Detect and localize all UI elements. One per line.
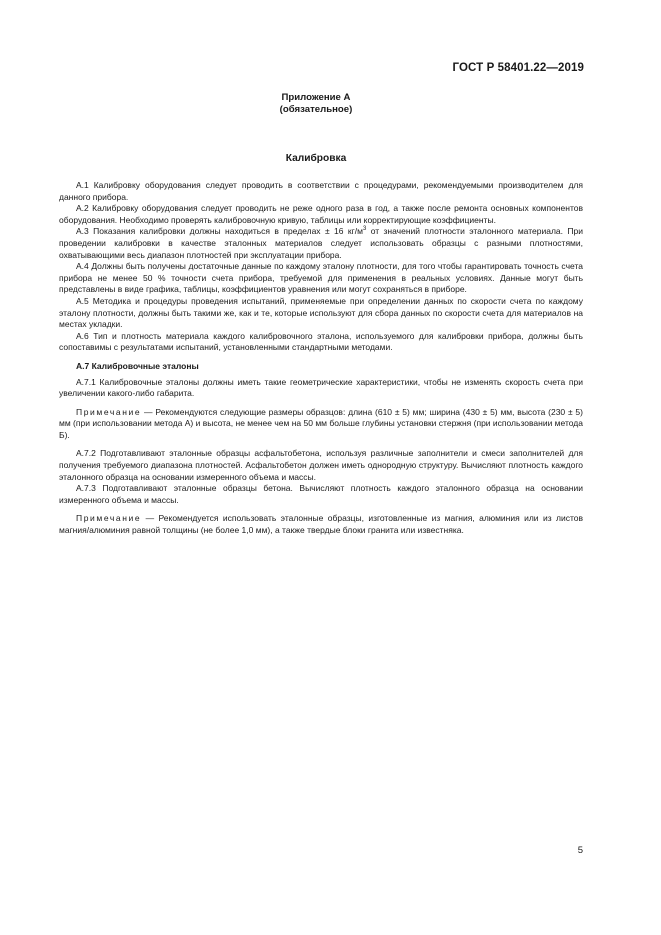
paragraph-a5: А.5 Методика и процедуры проведения испытаний, применяемые при определении данных по скорости счета по каждому эталону плотности, должны быть такими же, как и те, которые используют для сбора данных по скорости счета для материалов на местах укладки. xyxy=(59,295,583,330)
paragraph-a3-start: А.3 Показания калибровки должны находиться в пределах ± 16 кг/м xyxy=(76,226,363,237)
cubic-superscript: 3 xyxy=(362,226,367,233)
note-1 xyxy=(59,407,583,442)
document-code: ГОСТ Р 58401.22—2019 xyxy=(452,62,584,74)
paragraph-a3 xyxy=(59,226,583,261)
paragraph-a73: А.7.3 Подготавливают эталонные образцы бетона. Вычисляют плотность каждого эталонного образца на основании измеренного объема и массы. xyxy=(59,483,583,505)
paragraph-a3-end: от значений плотности эталонного материала. При проведении калибровки в качестве эталонных материалов следует использовать образцы с разными плотностями, охватывающими весь диапазон плотностей при эксплуатации прибора. xyxy=(59,226,583,260)
section-title: Калибровка xyxy=(285,153,347,164)
note-2-label: Примечание xyxy=(76,513,142,524)
appendix-title: Приложение А xyxy=(281,92,351,103)
note-1-text: — Рекомендуются следующие размеры образцов: длина (610 ± 5) мм; ширина (430 ± 5) мм, высота (230 ± 5) мм (при использовании метода А) и высота, не менее чем на 50 мм больше глубины установки стержня (при использовании метода Б). xyxy=(59,406,583,440)
paragraph-a71: А.7.1 Калибровочные эталоны должны иметь такие геометрические характеристики, чтобы не изменять скорость счета при увеличении какого-либо габарита. xyxy=(59,376,583,399)
note-2 xyxy=(59,513,583,536)
note-2-text: — Рекомендуется использовать эталонные образцы, изготовленные из магния, алюминия или из листов магния/алюминия равной толщины (не более 1,0 мм), а также твердые блоки гранита или известняка. xyxy=(59,513,583,536)
paragraph-a1: А.1 Калибровку оборудования следует проводить в соответствии с процедурами, рекомендуемыми производителем для данного прибора. xyxy=(59,180,583,202)
paragraph-a72: А.7.2 Подготавливают эталонные образцы асфальтобетона, используя различные заполнители и смеси заполнителей для получения требуемого диапазона плотностей. Асфальтобетон должен иметь однородную структуру. Вычисляют плотность каждого эталонного образца на основании измеренного объема и массы. xyxy=(59,448,583,482)
document-body xyxy=(59,180,583,537)
subsection-title: А.7 Калибровочные эталоны xyxy=(76,360,199,371)
paragraph-a2: А.2 Калибровку оборудования следует проводить не реже одного раза в год, а также после ремонта основных компонентов оборудования. Необходимо проверять калибровочную кривую, таблицы или корректирующие коэффициенты. xyxy=(59,203,583,225)
paragraph-a6: А.6 Тип и плотность материала каждого калибровочного эталона, используемого для калибровки прибора, должны быть сопоставимы с результатами испытаний, установленными стандартными методами. xyxy=(59,330,583,353)
page-number: 5 xyxy=(577,845,583,856)
note-1-label: Примечание xyxy=(76,406,142,417)
paragraph-a4: А.4 Должны быть получены достаточные данные по каждому эталону плотности, для того чтобы гарантировать точность счета прибора не менее 50 % точности счета прибора, требуемой для применения в реальных условиях. Данные могут быть представлены в виде графика, таблицы, коэффициентов уравнения или могут сохраняться в приборе. xyxy=(59,261,583,295)
appendix-subtitle: (обязательное) xyxy=(279,104,353,115)
appendix-heading xyxy=(0,92,632,116)
